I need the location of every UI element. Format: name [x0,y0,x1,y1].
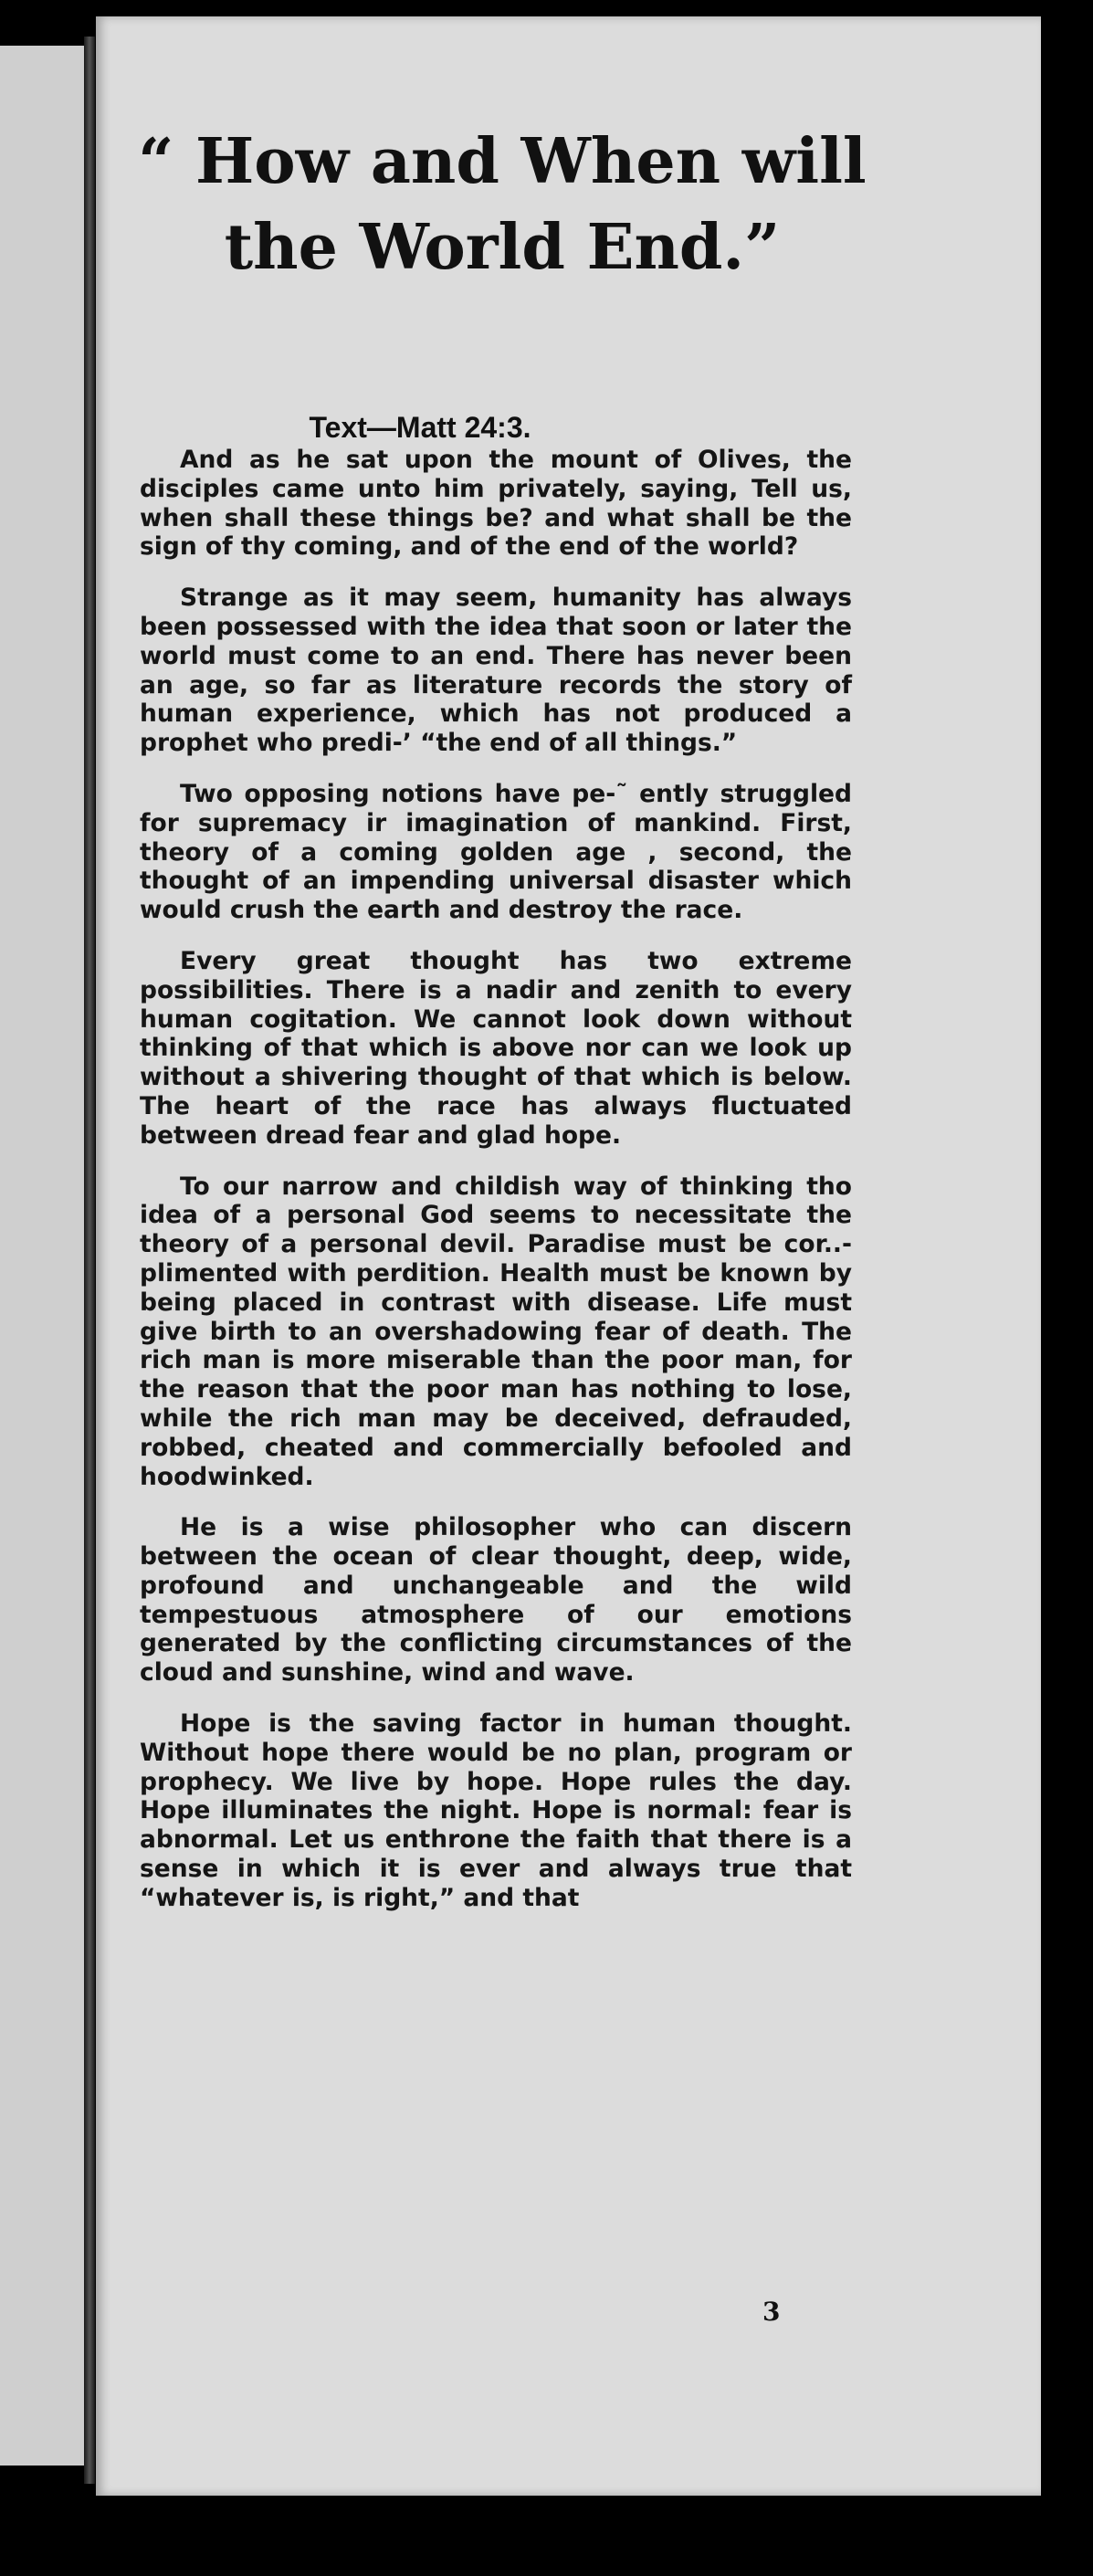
book-spine [84,37,95,2484]
scripture-reference: Text—Matt 24:3. [309,411,531,444]
paragraph: To our narrow and childish way of thinking tho idea of a personal God seems to necessitate the theory of a personal devil. Paradise must be cor..-plimented with perdition. Health must be known by being placed in contrast with disease. Life must give birth to an overshadowing fear of death. The rich man is more miserable than the poor man, for the reason that the poor man has nothing to lose, while the rich man may be deceived, defrauded, robbed, cheated and commercially befooled and hoodwinked. [140,1172,852,1491]
paragraph: Every great thought has two extreme possibilities. There is a nadir and zenith to every human cogitation. We cannot look down without thinking of that which is above nor can we look up without a shivering thought of that which is below. The heart of the race has always fluctuated between dread fear and glad hope. [140,946,852,1150]
page-number: 3 [762,2297,781,2327]
adjacent-page-edge [0,46,89,2466]
paragraph: And as he sat upon the mount of Olives, the disciples came unto him privately, saying, Tell us, when shall these things be? and what shall be the sign of thy coming, and of the end of the world? [140,446,852,562]
paragraph: Strange as it may seem, humanity has always been possessed with the idea that soon or later the world must come to an end. There has never been an age, so far as literature records the story of human experience, which has not produced a prophet who predi-’ “the end of all things.” [140,584,852,758]
paragraph: Hope is the saving factor in human thought. Without hope there would be no plan, program or prophecy. We live by hope. Hope rules the day. Hope illuminates the night. Hope is normal: fear is abnormal. Let us enthrone the faith that there is a sense in which it is ever and always true that “whatever is, is right,” and that [140,1709,852,1912]
paragraph: He is a wise philosopher who can discern between the ocean of clear thought, deep, wide, profound and unchangeable and the wild tempestuous atmosphere of our emotions generated by the conflicting circumstances of the cloud and sunshine, wind and wave. [140,1513,852,1688]
page-title: “ How and When will the World End.” [138,125,867,284]
body-text [140,446,852,1935]
paragraph: Two opposing notions have pe-˜ ently struggled for supremacy ir imagination of mankind. First, theory of a coming golden age , second, the thought of an impending universal disaster which would crush the earth and destroy the race. [140,779,852,925]
